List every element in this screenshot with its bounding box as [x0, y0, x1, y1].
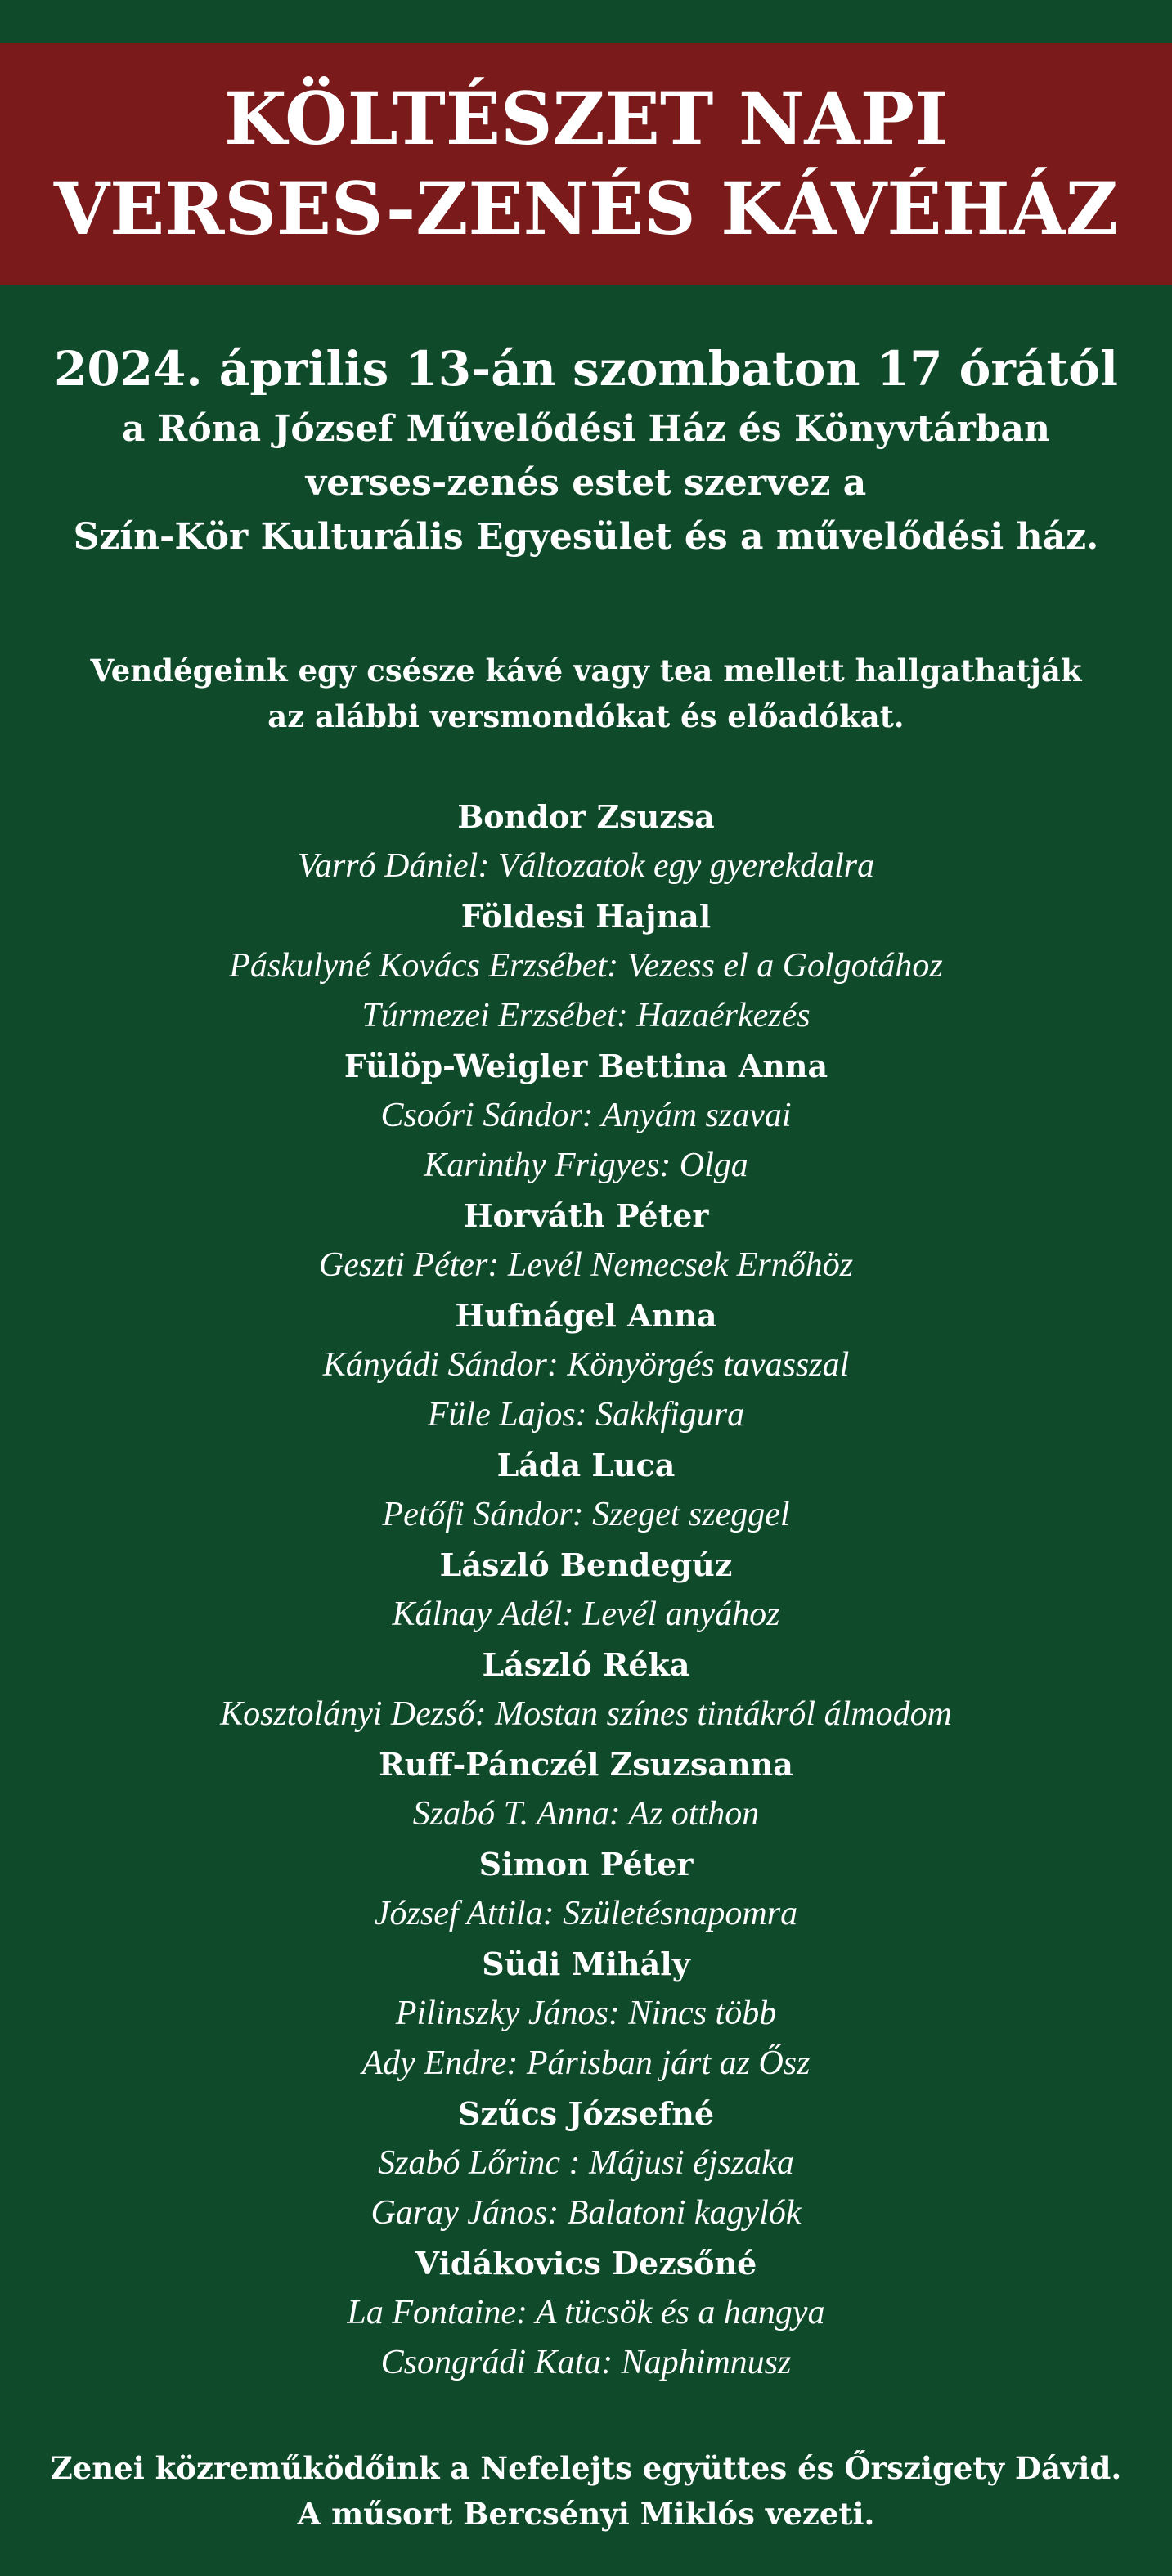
- guests-note-line-1: Vendégeink egy csésze kávé vagy tea mellett hallgathatják: [90, 653, 1082, 689]
- poem-title: Garay János: Balatoni kagylók: [370, 2194, 802, 2232]
- poem-title: Karinthy Frigyes: Olga: [424, 1147, 748, 1184]
- poem-title: Füle Lajos: Sakkfigura: [427, 1396, 745, 1434]
- performer-name: László Réka: [482, 1646, 690, 1683]
- poem-title: Varró Dániel: Változatok egy gyerekdalra: [297, 847, 875, 885]
- title-line-2: VERSES-ZENÉS KÁVÉHÁZ: [53, 166, 1119, 251]
- performer-name: Bondor Zsuzsa: [457, 798, 715, 835]
- performer-name: Vidákovics Dezsőné: [415, 2245, 757, 2282]
- poem-title: Kosztolányi Dezső: Mostan színes tintákról álmodom: [220, 1695, 952, 1733]
- poem-title: Pilinszky János: Nincs több: [395, 1995, 777, 2032]
- poem-title: Geszti Péter: Levél Nemecsek Ernőhöz: [318, 1246, 854, 1284]
- poem-title: Kálnay Adél: Levél anyához: [392, 1595, 780, 1633]
- performer-name: Fülöp-Weigler Bettina Anna: [344, 1048, 828, 1084]
- poem-title: La Fontaine: A tücsök és a hangya: [347, 2294, 825, 2331]
- performer-name: Südi Mihály: [482, 1945, 690, 1982]
- poem-title: Petőfi Sándor: Szeget szeggel: [382, 1496, 790, 1533]
- poem-title: Szabó Lőrinc : Májusi éjszaka: [378, 2144, 794, 2182]
- title-line-1: KÖLTÉSZET NAPI: [223, 76, 949, 161]
- performer-name: Földesi Hajnal: [460, 898, 712, 935]
- poem-title: Túrmezei Erzsébet: Hazaérkezés: [361, 997, 811, 1034]
- performer-name: László Bendegúz: [439, 1546, 733, 1583]
- footer: [0, 2445, 1172, 2537]
- poem-title: József Attila: Születésnapomra: [374, 1895, 798, 1932]
- event-organizers: Szín-Kör Kulturális Egyesület és a művelődési ház.: [73, 516, 1099, 558]
- guests-note: [0, 648, 1172, 739]
- footer-host: A műsort Bercsényi Miklós vezeti.: [297, 2496, 875, 2532]
- poem-title: Szabó T. Anna: Az otthon: [412, 1795, 760, 1833]
- poem-title: Kányádi Sándor: Könyörgés tavasszal: [322, 1346, 850, 1384]
- event-description: verses-zenés estet szervez a: [305, 462, 867, 504]
- performer-name: Horváth Péter: [463, 1197, 709, 1234]
- program-list: [0, 792, 1172, 2388]
- performer-name: Ruff-Pánczél Zsuzsanna: [379, 1746, 793, 1783]
- poem-title: Ady Endre: Párisban járt az Ősz: [361, 2044, 811, 2082]
- poem-title: Csoóri Sándor: Anyám szavai: [380, 1097, 792, 1134]
- title-banner: [0, 43, 1172, 285]
- performer-name: Hufnágel Anna: [455, 1297, 717, 1334]
- poem-title: Csongrádi Kata: Naphimnusz: [380, 2344, 792, 2381]
- poem-title: Páskulyné Kovács Erzsébet: Vezess el a Golgotához: [229, 947, 943, 985]
- performer-name: Láda Luca: [496, 1447, 676, 1483]
- performer-name: Simon Péter: [478, 1846, 694, 1883]
- guests-note-line-2: az alábbi versmondókat és előadókat.: [267, 698, 905, 734]
- event-venue: a Róna József Művelődési Ház és Könyvtárban: [121, 408, 1051, 450]
- footer-musicians: Zenei közreműködőink a Nefelejts együttes és Őrszigety Dávid.: [50, 2450, 1122, 2486]
- event-intro: [0, 335, 1172, 564]
- event-date: 2024. április 13-án szombaton 17 órától: [53, 341, 1119, 397]
- performer-name: Szűcs Józsefné: [457, 2095, 715, 2132]
